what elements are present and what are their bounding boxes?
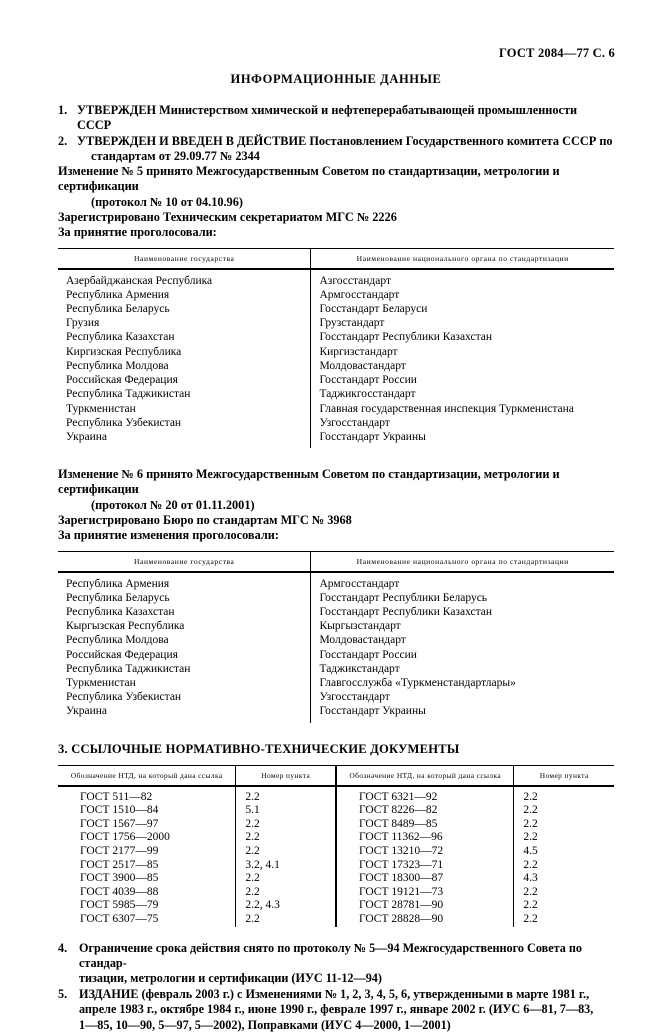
section-3-heading: 3. ССЫЛОЧНЫЕ НОРМАТИВНО-ТЕХНИЧЕСКИЕ ДОКУМЕНТЫ xyxy=(58,741,460,756)
cell-body: Грузстандарт xyxy=(319,317,385,330)
voting-table-amendment-6 xyxy=(58,551,614,723)
page-header-standard-ref: ГОСТ 2084—77 С. 6 xyxy=(498,46,615,60)
cell-clause-right: 2.2 xyxy=(523,899,538,912)
column-header-ntd-designation-right: Обозначение НТД, на который дана ссылка xyxy=(336,765,514,786)
cell-body: Узгосстандарт xyxy=(319,416,390,429)
footnote-item-4-number: 4. xyxy=(58,940,68,955)
cell-ntd-left: ГОСТ 1567—97 xyxy=(58,818,236,832)
voting-table-amendment-5-body xyxy=(58,269,614,448)
cell-clause-right: 2.2 xyxy=(523,885,538,898)
cell-clause-left: 5.1 xyxy=(236,804,336,818)
table-row xyxy=(58,387,614,401)
table-row xyxy=(58,886,614,900)
cell-state: Киргизская Республика xyxy=(58,345,311,359)
cell-ntd-left: ГОСТ 4039—88 xyxy=(58,886,236,900)
amendment-5-line-2: (протокол № 10 от 04.10.96) xyxy=(91,194,243,209)
table-row xyxy=(58,831,614,845)
cell-ntd-left: ГОСТ 5985—79 xyxy=(58,899,236,913)
cell-ntd-right: ГОСТ 11362—96 xyxy=(336,831,514,845)
cell-state: Республика Армения xyxy=(58,572,311,591)
column-header-state-name: Наименование государства xyxy=(58,551,311,572)
approval-list xyxy=(58,103,614,164)
cell-ntd-left: ГОСТ 2517—85 xyxy=(58,859,236,873)
cell-ntd-right: ГОСТ 17323—71 xyxy=(336,859,514,873)
cell-ntd-right: ГОСТ 6321—92 xyxy=(336,786,514,805)
cell-clause-left: 2.2 xyxy=(236,845,336,859)
table-row xyxy=(58,316,614,330)
footnote-item-5-number: 5. xyxy=(58,986,68,1001)
footnote-item-4-line-2: тизации, метрологии и сертификации (ИУС 11-12—94) xyxy=(79,971,382,986)
cell-body: Госстандарт России xyxy=(319,374,417,387)
table-row xyxy=(58,690,614,704)
amendment-6-line-1: Изменение № 6 принято Межгосударственным Советом по стандартизации, метрологии и сертификации xyxy=(58,467,560,497)
cell-clause-left: 2.2 xyxy=(236,818,336,832)
reference-documents-table xyxy=(58,765,614,927)
table-row xyxy=(58,662,614,676)
cell-body: Госстандарт Беларуси xyxy=(319,303,428,316)
table-row xyxy=(58,899,614,913)
reference-documents-body xyxy=(58,786,614,927)
footnote-item-5 xyxy=(58,987,614,1033)
column-header-clause-number-right: Номер пункта xyxy=(514,765,614,786)
approval-item-2 xyxy=(58,134,614,165)
cell-ntd-left: ГОСТ 6307—75 xyxy=(58,913,236,927)
cell-body: Кыргызстандарт xyxy=(319,620,401,633)
cell-state: Азербайджанская Республика xyxy=(58,269,311,288)
cell-ntd-right: ГОСТ 28781—90 xyxy=(336,899,514,913)
cell-state: Грузия xyxy=(58,316,311,330)
table-row xyxy=(58,373,614,387)
table-row xyxy=(58,818,614,832)
approval-item-1-text: УТВЕРЖДЕН Министерством химической и нефтеперерабатывающей промышленности СССР xyxy=(77,103,578,133)
cell-body: Азгосстандарт xyxy=(319,274,391,287)
cell-ntd-right: ГОСТ 19121—73 xyxy=(336,886,514,900)
approval-item-2-line-1: УТВЕРЖДЕН И ВВЕДЕН В ДЕЙСТВИЕ Постановлением Государственного комитета СССР по xyxy=(77,133,613,148)
cell-state: Республика Таджикистан xyxy=(58,387,311,401)
cell-clause-right: 2.2 xyxy=(523,817,538,830)
cell-state: Республика Казахстан xyxy=(58,330,311,344)
cell-body: Киргизстандарт xyxy=(319,345,398,358)
table-row xyxy=(58,619,614,633)
footnote-item-5-line-1: ИЗДАНИЕ (февраль 2003 г.) с Изменениями № 1, 2, 3, 4, 5, 6, утвержденными в марте 1981 г., xyxy=(79,986,590,1001)
footnote-item-4 xyxy=(58,941,614,987)
page-title: ИНФОРМАЦИОННЫЕ ДАННЫЕ xyxy=(230,72,442,86)
cell-state: Республика Молдова xyxy=(58,633,311,647)
footnote-item-4-line-1: Ограничение срока действия снято по протоколу № 5—94 Межгосударственного Совета по стандар- xyxy=(79,940,582,970)
cell-state: Кыргызская Республика xyxy=(58,619,311,633)
cell-ntd-right: ГОСТ 18300—87 xyxy=(336,872,514,886)
cell-clause-left: 2.2 xyxy=(236,872,336,886)
cell-state: Украина xyxy=(58,704,311,722)
cell-state: Республика Узбекистан xyxy=(58,690,311,704)
cell-body: Армгосстандарт xyxy=(319,288,400,301)
column-header-clause-number-left: Номер пункта xyxy=(236,765,336,786)
table-row xyxy=(58,330,614,344)
table-row xyxy=(58,572,614,591)
amendment-6-vote-label: За принятие изменения проголосовали: xyxy=(58,528,279,543)
cell-clause-left: 2.2, 4.3 xyxy=(236,899,336,913)
cell-state: Российская Федерация xyxy=(58,648,311,662)
table-row xyxy=(58,416,614,430)
amendment-5-vote-label: За принятие проголосовали: xyxy=(58,225,217,240)
cell-clause-right: 2.2 xyxy=(523,858,538,871)
cell-clause-left: 2.2 xyxy=(236,886,336,900)
table-row xyxy=(58,704,614,722)
cell-state: Республика Армения xyxy=(58,288,311,302)
cell-ntd-right: ГОСТ 13210—72 xyxy=(336,845,514,859)
cell-state: Республика Молдова xyxy=(58,359,311,373)
cell-clause-left: 3.2, 4.1 xyxy=(236,859,336,873)
table-header-row xyxy=(58,551,614,572)
cell-state: Республика Таджикистан xyxy=(58,662,311,676)
footnote-list xyxy=(58,941,614,1033)
table-row xyxy=(58,605,614,619)
footnote-item-4-text xyxy=(79,941,614,987)
table-row xyxy=(58,359,614,373)
table-row xyxy=(58,845,614,859)
amendment-6-registration: Зарегистрировано Бюро по стандартам МГС № 3968 xyxy=(58,513,352,527)
cell-clause-right: 2.2 xyxy=(523,912,538,925)
cell-ntd-left: ГОСТ 1756—2000 xyxy=(58,831,236,845)
table-row xyxy=(58,913,614,927)
cell-clause-right: 2.2 xyxy=(523,831,538,844)
footnote-item-5-line-3: 1—85, 10—90, 5—97, 5—2002), Поправками (ИУС 4—2000, 1—2001) xyxy=(79,1017,451,1032)
table-row xyxy=(58,302,614,316)
footnote-item-5-line-2: апреле 1983 г., октябре 1984 г., июне 1990 г., феврале 1997 г., январе 2002 г. (ИУС 6—81, 7—83, xyxy=(79,1002,594,1017)
table-row xyxy=(58,872,614,886)
table-row xyxy=(58,648,614,662)
cell-ntd-left: ГОСТ 3900—85 xyxy=(58,872,236,886)
table-header-row xyxy=(58,765,614,786)
table-row xyxy=(58,786,614,805)
cell-state: Республика Беларусь xyxy=(58,591,311,605)
cell-body: Молдовастандарт xyxy=(319,359,406,372)
table-row xyxy=(58,430,614,448)
cell-state: Украина xyxy=(58,430,311,448)
approval-item-1 xyxy=(58,103,614,134)
cell-body: Главгосслужба «Туркменстандартлары» xyxy=(319,677,516,690)
column-header-standards-body: Наименование национального органа по стандартизации xyxy=(311,248,614,269)
table-row xyxy=(58,269,614,288)
cell-body: Госстандарт России xyxy=(319,648,417,661)
cell-body: Таджикгосстандарт xyxy=(319,388,416,401)
cell-clause-left: 2.2 xyxy=(236,913,336,927)
cell-ntd-left: ГОСТ 2177—99 xyxy=(58,845,236,859)
cell-state: Туркменистан xyxy=(58,402,311,416)
approval-item-2-number: 2. xyxy=(58,133,68,148)
cell-body: Узгосстандарт xyxy=(319,691,390,704)
cell-clause-right: 4.5 xyxy=(523,845,538,857)
approval-item-2-text xyxy=(77,134,614,165)
cell-state: Туркменистан xyxy=(58,676,311,690)
cell-ntd-left: ГОСТ 1510—84 xyxy=(58,804,236,818)
approval-item-2-line-2: стандартам от 29.09.77 № 2344 xyxy=(91,148,260,163)
amendment-5-registration: Зарегистрировано Техническим секретариатом МГС № 2226 xyxy=(58,210,397,225)
cell-state: Республика Беларусь xyxy=(58,302,311,316)
table-row xyxy=(58,804,614,818)
amendment-5-block xyxy=(58,164,614,240)
table-row xyxy=(58,402,614,416)
cell-body: Госстандарт Украины xyxy=(319,430,426,443)
footnote-item-5-text xyxy=(79,987,614,1033)
cell-body: Госстандарт Украины xyxy=(319,705,426,718)
column-header-ntd-designation-left: Обозначение НТД, на который дана ссылка xyxy=(58,765,236,786)
cell-body: Госстандарт Республики Казахстан xyxy=(319,331,493,344)
cell-ntd-right: ГОСТ 28828—90 xyxy=(336,913,514,927)
cell-ntd-right: ГОСТ 8226—82 xyxy=(336,804,514,818)
voting-table-amendment-6-body xyxy=(58,572,614,723)
cell-body: Госстандарт Республики Казахстан xyxy=(319,606,493,618)
voting-table-amendment-5 xyxy=(58,248,614,448)
cell-clause-left: 2.2 xyxy=(236,786,336,805)
column-header-standards-body: Наименование национального органа по стандартизации xyxy=(311,551,614,572)
cell-state: Республика Узбекистан xyxy=(58,416,311,430)
amendment-6-block xyxy=(58,467,614,543)
document-content xyxy=(58,72,614,1033)
cell-body: Таджикстандарт xyxy=(319,662,400,675)
cell-clause-right: 4.3 xyxy=(523,872,538,885)
cell-body: Госстандарт Республики Беларусь xyxy=(319,591,488,604)
amendment-5-line-1: Изменение № 5 принято Межгосударственным Советом по стандартизации, метрологии и сертификации xyxy=(58,164,560,194)
cell-clause-right: 2.2 xyxy=(523,790,538,803)
table-row xyxy=(58,591,614,605)
cell-state: Республика Казахстан xyxy=(58,605,311,619)
cell-state: Российская Федерация xyxy=(58,373,311,387)
cell-body: Главная государственная инспекция Туркменистана xyxy=(319,402,574,415)
cell-ntd-right: ГОСТ 8489—85 xyxy=(336,818,514,832)
table-row xyxy=(58,345,614,359)
column-header-state-name: Наименование государства xyxy=(58,248,311,269)
approval-item-1-number: 1. xyxy=(58,103,68,117)
cell-clause-right: 2.2 xyxy=(523,804,538,817)
table-row xyxy=(58,633,614,647)
cell-ntd-left: ГОСТ 511—82 xyxy=(58,786,236,805)
cell-body: Молдовастандарт xyxy=(319,634,406,647)
cell-body: Армгосстандарт xyxy=(319,577,400,590)
amendment-6-line-2: (протокол № 20 от 01.11.2001) xyxy=(91,497,255,512)
cell-clause-left: 2.2 xyxy=(236,831,336,845)
table-row xyxy=(58,288,614,302)
table-row xyxy=(58,676,614,690)
table-row xyxy=(58,859,614,873)
table-header-row xyxy=(58,248,614,269)
